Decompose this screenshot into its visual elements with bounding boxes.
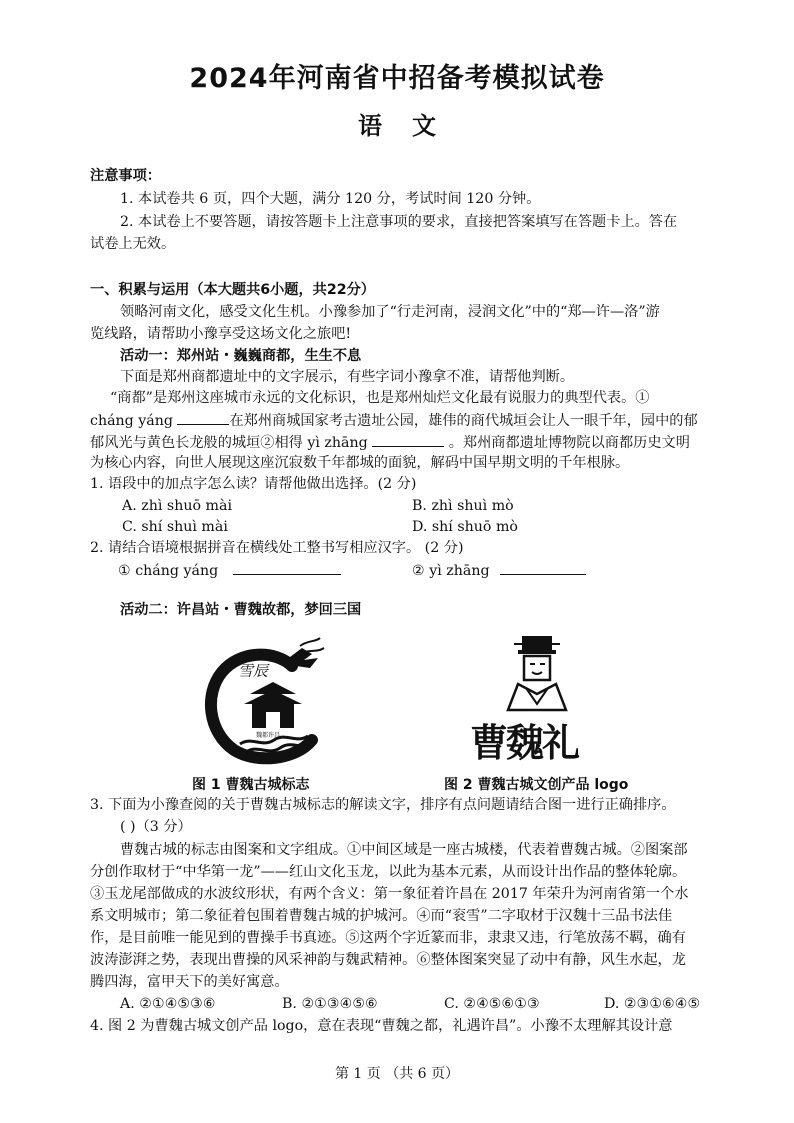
passage-line-4: 为核心内容，向世人展现这座沉寂数千年都城的面貌，解码中国早期文明的千年根脉。: [90, 455, 630, 471]
figure-2-logo: [468, 632, 608, 764]
q2-blank-1: [118, 560, 341, 581]
passage-line-2-text: 在郑州商城国家考古遗址公园，雄伟的商代城垣会让人一眼千年，园中的郁: [229, 413, 698, 429]
q2-blank-2-label: ② yì zhāng: [412, 563, 490, 579]
answer-blank[interactable]: [372, 432, 444, 447]
q3-passage-7: 腾四海，富甲天下的美好寓意。: [90, 974, 289, 990]
q1-option-b[interactable]: B. zhì shuì mò: [412, 498, 514, 514]
q3-option-d[interactable]: D. ②③①⑥④⑤: [604, 996, 701, 1012]
passage-line-2: [90, 410, 762, 431]
q2-blank-2: [412, 560, 586, 581]
subject-title: 语文: [358, 112, 466, 140]
passage-line-1: “商都”是郑州这座城市永远的文化标识，也是郑州灿烂文化最有说服力的典型代表。①: [110, 390, 650, 406]
q1-option-a[interactable]: A. zhì shuō mài: [122, 498, 232, 514]
section-heading: 一、积累与运用（本大题共6小题，共22分）: [90, 282, 375, 298]
q3-passage-2: 分创作取材于“中华第一龙”——红山文化玉龙，以此为基本元素，从而设计出作品的整体轮廓。: [90, 864, 687, 880]
q2-blank-1-label: ① cháng yáng: [118, 563, 219, 579]
answer-blank[interactable]: [177, 410, 229, 425]
answer-blank[interactable]: [233, 560, 341, 575]
notice-item-1: 1. 本试卷共 6 页，四个大题，满分 120 分，考试时间 120 分钟。: [120, 191, 541, 207]
activity-1-desc: 下面是郑州商都遗址中的文字展示，有些字词小豫拿不准，请帮他判断。: [120, 369, 575, 385]
q1-option-d[interactable]: D. shí shuō mò: [412, 519, 518, 535]
section-intro: 领略河南文化，感受文化生机。小豫参加了“行走河南，浸润文化”中的“郑—许—洛”游: [120, 304, 660, 320]
figure-1-caption: 图 1 曹魏古城标志: [192, 777, 310, 793]
emblem-calligraphy: 雪辰: [238, 662, 269, 680]
q3-passage-4: 系文明城市；第二象征着包围着曹魏古城的护城河。④而“衮雪”二字取材于汉魏十三品书法佳: [90, 908, 673, 924]
page-number: 第 1 页 （共 6 页）: [334, 1066, 460, 1082]
q3-option-a[interactable]: A. ②①④⑤③⑥: [120, 996, 216, 1012]
answer-blank[interactable]: [500, 560, 586, 575]
notice-heading: 注意事项：: [90, 168, 161, 184]
q3-option-b[interactable]: B. ②①③④⑤⑥: [282, 996, 378, 1012]
exam-title: 2024年河南省中招备考模拟试卷: [189, 63, 605, 94]
activity-1-heading: 活动一：郑州站・巍巍商都，生生不息: [120, 348, 362, 364]
question-2: 2. 请结合语境根据拼音在横线处工整书写相应汉字。 (2 分): [90, 540, 464, 556]
q3-option-c[interactable]: C. ②④⑤⑥①③: [444, 996, 540, 1012]
passage-line-3-text-b: 。郑州商都遗址博物院以商都历史文明: [448, 435, 690, 451]
figure-1-emblem: [200, 636, 340, 766]
figure-2-caption: 图 2 曹魏古城文创产品 logo: [444, 777, 629, 793]
emblem-small-text: 魏都许昌: [256, 732, 281, 739]
q1-option-c[interactable]: C. shí shuì mài: [122, 519, 228, 535]
notice-item-2: 2. 本试卷上不要答题，请按答题卡上注意事项的要求，直接把答案填写在答题卡上。答在: [120, 214, 678, 230]
q3-passage-6: 波涛澎湃之势，表现出曹操的风采神韵与魏武精神。⑥整体图案突显了动中有静，风生水起，龙: [90, 952, 686, 968]
passage-line-3-text: 郁风光与黄色长龙般的城垣②相得 yì zhāng: [90, 435, 368, 451]
section-intro-cont: 览线路，请帮助小豫享受这场文化之旅吧!: [90, 326, 352, 342]
q3-passage-3: ③玉龙尾部做成的水波纹形状，有两个含义：第一象征着许昌在 2017 年荣升为河南省第一个水: [90, 886, 689, 902]
notice-item-2-cont: 试卷上无效。: [90, 236, 176, 252]
question-1: 1. 语段中的加点字怎么读？请帮他做出选择。(2 分): [90, 476, 417, 492]
question-3: 3. 下面为小豫查阅的关于曹魏古城标志的解读文字，排序有点问题请结合图一进行正确排序。: [90, 797, 676, 813]
activity-2-heading: 活动二：许昌站・曹魏故都，梦回三国: [120, 602, 362, 618]
q3-passage-1: 曹魏古城的标志由图案和文字组成。①中间区域是一座古城楼，代表着曹魏古城。②图案部: [120, 842, 688, 858]
question-3-answer: ( )（3 分）: [120, 819, 192, 835]
q3-passage-5: 作，是目前唯一能见到的曹操手书真迹。⑤这两个字近篆而非，隶隶又违，行笔放荡不羁，确有: [90, 930, 686, 946]
logo-wordmark: 曹魏礼: [470, 721, 579, 765]
pinyin-changyang: cháng yáng: [90, 413, 173, 429]
passage-line-3: [90, 432, 762, 453]
question-4: 4. 图 2 为曹魏古城文创产品 logo，意在表现“曹魏之都，礼遇许昌”。小豫不太理解其设计意: [90, 1018, 673, 1034]
